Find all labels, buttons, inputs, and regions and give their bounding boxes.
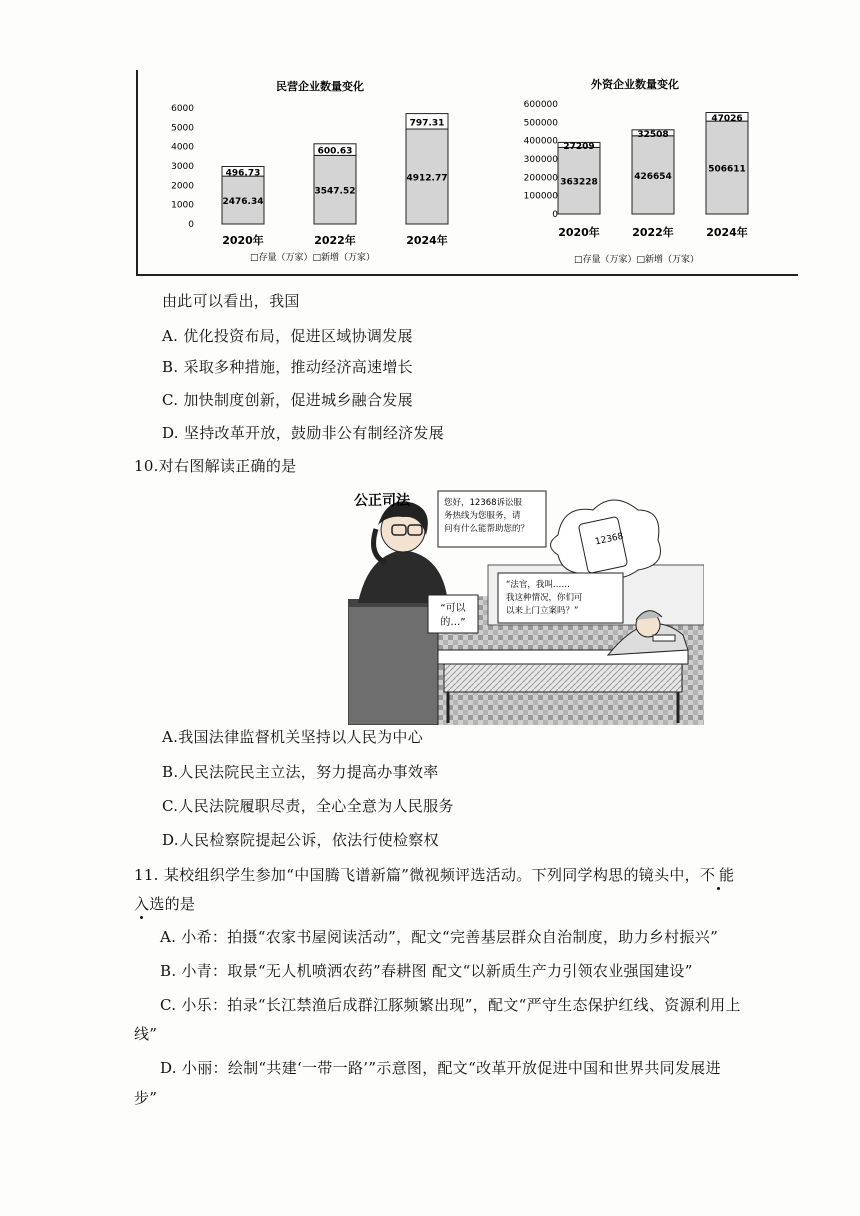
q10-option-c: C.人民法院履职尽责，全心全意为人民服务 bbox=[162, 797, 454, 815]
q11-option-b: B. 小青：取景“无人机喷洒农药”春耕图 配文“以新质生产力引领农业强国建设” bbox=[160, 962, 693, 980]
chart-title: 外资企业数量变化 bbox=[591, 78, 679, 91]
q11-option-d-line2: 步” bbox=[134, 1089, 158, 1107]
chart-legend: □存量（万家）□新增（万家） bbox=[574, 255, 700, 265]
chart-title: 民营企业数量变化 bbox=[276, 80, 364, 93]
data-label-stock: 2476.34 bbox=[222, 197, 264, 208]
svg-text:12368: 12368 bbox=[594, 531, 625, 548]
foreign-enterprise-chart bbox=[490, 74, 790, 274]
svg-text:“可以: “可以 bbox=[440, 603, 466, 614]
y-tick-label: 3000 bbox=[171, 162, 194, 172]
x-category-label: 2020年 bbox=[558, 226, 600, 239]
y-tick-label: 0 bbox=[188, 220, 194, 230]
svg-text:的…”: 的…” bbox=[440, 617, 466, 628]
q11-option-c-line2: 线” bbox=[134, 1025, 158, 1043]
data-label-stock: 506611 bbox=[708, 164, 746, 175]
data-label-new: 47026 bbox=[711, 113, 743, 124]
data-label-new: 496.73 bbox=[225, 168, 261, 179]
q10-option-b: B.人民法院民主立法，努力提高办事效率 bbox=[162, 763, 439, 781]
q9-option-d: D. 坚持改革开放，鼓励非公有制经济发展 bbox=[162, 424, 445, 442]
x-category-label: 2024年 bbox=[406, 234, 448, 247]
svg-text:以来上门立案吗？”: 以来上门立案吗？” bbox=[506, 606, 579, 616]
data-label-stock: 4912.77 bbox=[406, 173, 448, 184]
q11-option-d-line1: D. 小丽：绘制“共建‘一带一路’”示意图，配文“改革开放促进中国和世界共同发展进 bbox=[160, 1059, 721, 1077]
q9-stem: 由此可以看出，我国 bbox=[162, 292, 300, 310]
data-label-new: 600.63 bbox=[317, 146, 353, 157]
y-tick-label: 6000 bbox=[171, 104, 194, 114]
q10-stem: 10.对右图解读正确的是 bbox=[134, 457, 297, 475]
q11-emphasis-2: 入 bbox=[134, 895, 150, 913]
svg-text:问有什么能帮助您的？: 问有什么能帮助您的？ bbox=[444, 524, 530, 534]
data-label-new: 27209 bbox=[563, 141, 595, 152]
q9-option-a: A. 优化投资布局，促进区域协调发展 bbox=[162, 327, 413, 345]
q11-option-c-line1: C. 小乐：拍录“长江禁渔后成群江豚频繁出现”，配文“严守生态保护红线、资源利用上 bbox=[160, 996, 741, 1014]
data-label-new: 797.31 bbox=[409, 118, 445, 129]
q9-option-c: C. 加快制度创新，促进城乡融合发展 bbox=[162, 391, 413, 409]
private-enterprise-chart bbox=[160, 74, 460, 274]
y-tick-label: 400000 bbox=[523, 136, 558, 147]
data-label-new: 32508 bbox=[637, 129, 669, 140]
data-label-stock: 426654 bbox=[634, 171, 672, 182]
q11-stem-line2 bbox=[134, 893, 195, 914]
cartoon-illustration bbox=[348, 485, 704, 725]
q10-option-d: D.人民检察院提起公诉，依法行使检察权 bbox=[162, 831, 439, 849]
y-tick-label: 300000 bbox=[523, 155, 558, 165]
svg-text:我这种情况，你们可: 我这种情况，你们可 bbox=[506, 593, 583, 603]
x-category-label: 2024年 bbox=[706, 226, 748, 239]
cartoon-title: 公正司法 bbox=[354, 493, 410, 509]
y-tick-label: 1000 bbox=[171, 200, 194, 211]
svg-text:您好，12368诉讼服: 您好，12368诉讼服 bbox=[444, 498, 523, 508]
svg-text:务热线为您服务，请: 务热线为您服务，请 bbox=[444, 511, 521, 521]
x-category-label: 2022年 bbox=[632, 226, 674, 239]
y-tick-label: 500000 bbox=[523, 118, 558, 129]
q11-emphasis: 不能 bbox=[699, 866, 738, 884]
q11-stem-text: 11. 某校组织学生参加“中国腾飞谱新篇”微视频评选活动。下列同学构思的镜头中， bbox=[134, 866, 700, 884]
y-tick-label: 100000 bbox=[523, 191, 558, 202]
q11-stem-line1 bbox=[134, 864, 738, 885]
y-tick-label: 200000 bbox=[523, 173, 558, 184]
y-tick-label: 600000 bbox=[523, 100, 558, 110]
q11-option-a: A. 小希：拍摄“农家书屋阅读活动”，配文“完善基层群众自治制度，助力乡村振兴” bbox=[160, 928, 719, 946]
y-tick-label: 4000 bbox=[171, 142, 194, 153]
q9-option-b: B. 采取多种措施，推动经济高速增长 bbox=[162, 358, 413, 376]
q11-stem-text-2: 选的是 bbox=[149, 895, 196, 913]
y-tick-label: 0 bbox=[552, 210, 558, 220]
svg-text:“法官，我叫……: “法官，我叫…… bbox=[506, 580, 570, 590]
y-tick-label: 5000 bbox=[171, 123, 194, 134]
q10-option-a: A.我国法律监督机关坚持以人民为中心 bbox=[162, 728, 424, 746]
x-category-label: 2020年 bbox=[222, 234, 264, 247]
y-tick-label: 2000 bbox=[171, 181, 194, 192]
chart-legend: □存量（万家）□新增（万家） bbox=[250, 253, 376, 263]
x-category-label: 2022年 bbox=[314, 234, 356, 247]
data-label-stock: 3547.52 bbox=[314, 186, 356, 197]
data-label-stock: 363228 bbox=[560, 177, 598, 188]
